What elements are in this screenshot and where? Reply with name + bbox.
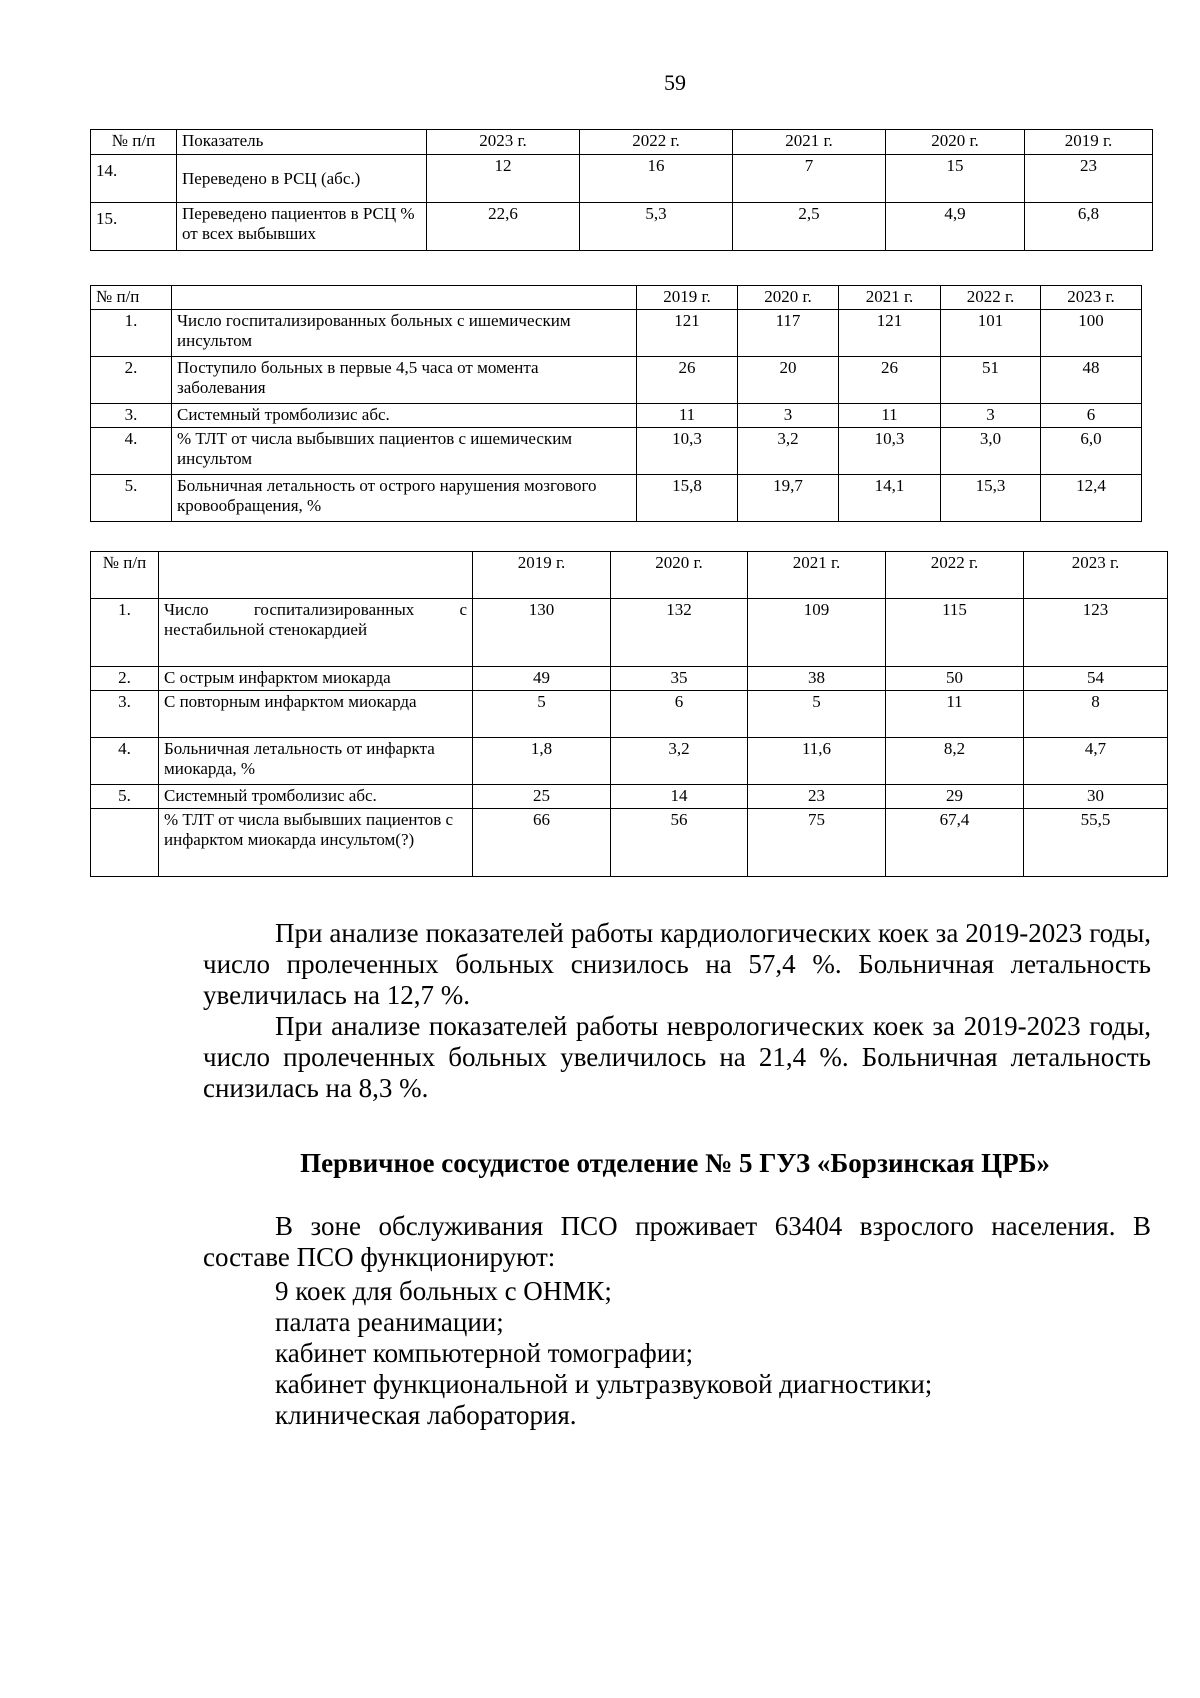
table-cell: 5 (473, 691, 611, 738)
row-number: 5. (91, 785, 159, 809)
table-cell: 19,7 (738, 475, 839, 522)
row-label: % ТЛТ от числа выбывших пациентов с инфарктом миокарда инсультом(?) (159, 809, 473, 877)
header-cell: № п/п (91, 552, 159, 599)
header-cell: 2023 г. (427, 130, 580, 155)
table-row (91, 475, 1142, 522)
header-cell (172, 286, 637, 310)
table-row (91, 203, 1153, 251)
table-cell: 7 (733, 155, 886, 203)
paragraph-intro: В зоне обслуживания ПСО проживает 63404 взрослого населения. В составе ПСО функционируют: (203, 1211, 1151, 1272)
table-cell: 3 (738, 404, 839, 428)
table-cell: 132 (611, 599, 748, 667)
table-cell: 1,8 (473, 738, 611, 785)
header-cell: 2019 г. (637, 286, 738, 310)
table-cell: 26 (839, 357, 941, 404)
table-cell: 8 (1024, 691, 1168, 738)
table-header-row (91, 552, 1168, 599)
row-label: Переведено в РСЦ (абс.) (177, 155, 427, 203)
table-row (91, 691, 1168, 738)
table-cell: 4,9 (886, 203, 1025, 251)
table-row (91, 310, 1142, 357)
table-stroke-indicators (90, 285, 1142, 522)
table-cell: 29 (886, 785, 1024, 809)
table-transfers-rsc (90, 129, 1153, 251)
table-cell: 10,3 (839, 428, 941, 475)
table-row (91, 809, 1168, 877)
facilities-list (275, 1276, 932, 1431)
row-number: 5. (91, 475, 172, 522)
list-item: клиническая лаборатория. (275, 1400, 577, 1430)
header-cell: 2023 г. (1041, 286, 1142, 310)
row-label: С повторным инфарктом миокарда (159, 691, 473, 738)
table-row (91, 404, 1142, 428)
table-cell: 11 (839, 404, 941, 428)
row-number: 2. (91, 357, 172, 404)
row-number: 1. (91, 599, 159, 667)
table-cell: 15,8 (637, 475, 738, 522)
table-cell: 6 (611, 691, 748, 738)
table-cell: 109 (748, 599, 886, 667)
header-cell: 2022 г. (941, 286, 1041, 310)
header-cell: 2021 г. (839, 286, 941, 310)
row-label: Число госпитализированных с нестабильной стенокардией (159, 599, 473, 667)
table-cell: 48 (1041, 357, 1142, 404)
header-cell: 2023 г. (1024, 552, 1168, 599)
table-cell: 6 (1041, 404, 1142, 428)
table-cell: 67,4 (886, 809, 1024, 877)
table-cell: 55,5 (1024, 809, 1168, 877)
table-cell: 3,2 (738, 428, 839, 475)
header-cell: 2022 г. (580, 130, 733, 155)
table-cell: 66 (473, 809, 611, 877)
row-label: С острым инфарктом миокарда (159, 667, 473, 691)
row-number: 4. (91, 738, 159, 785)
table-cell: 121 (637, 310, 738, 357)
table-cell: 15 (886, 155, 1025, 203)
table-row (91, 667, 1168, 691)
row-number: 2. (91, 667, 159, 691)
header-cell: 2020 г. (886, 130, 1025, 155)
table-cell: 121 (839, 310, 941, 357)
table-cell: 100 (1041, 310, 1142, 357)
table-cell: 117 (738, 310, 839, 357)
header-cell: 2021 г. (748, 552, 886, 599)
table-row (91, 155, 1153, 203)
table-cell: 20 (738, 357, 839, 404)
row-label: Поступило больных в первые 4,5 часа от момента заболевания (172, 357, 637, 404)
table-cell: 22,6 (427, 203, 580, 251)
header-cell: Показатель (177, 130, 427, 155)
table-cell: 56 (611, 809, 748, 877)
table-cell: 14 (611, 785, 748, 809)
header-cell (159, 552, 473, 599)
table-row (91, 785, 1168, 809)
paragraph-neurology: При анализе показателей работы неврологических коек за 2019-2023 годы, число пролеченных больных увеличилось на 21,4 %. Больничная летальность снизилась на 8,3 %. (203, 1011, 1151, 1103)
table-cell: 8,2 (886, 738, 1024, 785)
table-cell: 23 (748, 785, 886, 809)
table-cell: 4,7 (1024, 738, 1168, 785)
table-cell: 30 (1024, 785, 1168, 809)
table-cell: 3 (941, 404, 1041, 428)
table-cell: 15,3 (941, 475, 1041, 522)
table-cell: 3,2 (611, 738, 748, 785)
row-number: 4. (91, 428, 172, 475)
table-cell: 23 (1025, 155, 1153, 203)
table-cell: 54 (1024, 667, 1168, 691)
table-cell: 115 (886, 599, 1024, 667)
row-number: 3. (91, 691, 159, 738)
table-cell: 12 (427, 155, 580, 203)
row-label: Больничная летальность от острого нарушения мозгового кровообращения, % (172, 475, 637, 522)
table-header-row (91, 130, 1153, 155)
table-cell: 130 (473, 599, 611, 667)
row-label: Системный тромболизис абс. (172, 404, 637, 428)
table-cell: 51 (941, 357, 1041, 404)
row-number: 1. (91, 310, 172, 357)
table-cell: 5,3 (580, 203, 733, 251)
table-cell: 49 (473, 667, 611, 691)
table-header-row (91, 286, 1142, 310)
row-number (91, 809, 159, 877)
table-cell: 11 (637, 404, 738, 428)
row-number: 15. (91, 203, 177, 251)
header-cell: 2020 г. (738, 286, 839, 310)
header-cell: 2019 г. (1025, 130, 1153, 155)
table-cell: 2,5 (733, 203, 886, 251)
table-cell: 38 (748, 667, 886, 691)
table-row (91, 738, 1168, 785)
table-cell: 16 (580, 155, 733, 203)
table-cardiac-indicators (90, 551, 1168, 877)
section-heading: Первичное сосудистое отделение № 5 ГУЗ «Борзинская ЦРБ» (300, 1148, 1050, 1178)
list-item: кабинет функциональной и ультразвуковой диагностики; (275, 1369, 933, 1399)
row-number: 14. (91, 155, 177, 203)
table-cell: 11,6 (748, 738, 886, 785)
table-cell: 101 (941, 310, 1041, 357)
row-label: % ТЛТ от числа выбывших пациентов с ишемическим инсультом (172, 428, 637, 475)
table-cell: 11 (886, 691, 1024, 738)
table-cell: 6,0 (1041, 428, 1142, 475)
header-cell: № п/п (91, 130, 177, 155)
table-cell: 25 (473, 785, 611, 809)
table-cell: 123 (1024, 599, 1168, 667)
list-item: палата реанимации; (275, 1307, 504, 1337)
header-cell: № п/п (91, 286, 172, 310)
table-cell: 50 (886, 667, 1024, 691)
header-cell: 2021 г. (733, 130, 886, 155)
row-number: 3. (91, 404, 172, 428)
row-label: Число госпитализированных больных с ишемическим инсультом (172, 310, 637, 357)
table-cell: 35 (611, 667, 748, 691)
table-cell: 26 (637, 357, 738, 404)
row-label: Системный тромболизис абс. (159, 785, 473, 809)
table-row (91, 428, 1142, 475)
header-cell: 2022 г. (886, 552, 1024, 599)
row-label: Переведено пациентов в РСЦ % от всех выбывших (177, 203, 427, 251)
table-cell: 5 (748, 691, 886, 738)
table-row (91, 357, 1142, 404)
list-item: кабинет компьютерной томографии; (275, 1338, 694, 1368)
table-cell: 14,1 (839, 475, 941, 522)
table-row (91, 599, 1168, 667)
header-cell: 2020 г. (611, 552, 748, 599)
table-cell: 6,8 (1025, 203, 1153, 251)
header-cell: 2019 г. (473, 552, 611, 599)
table-cell: 3,0 (941, 428, 1041, 475)
table-cell: 75 (748, 809, 886, 877)
list-item: 9 коек для больных с ОНМК; (275, 1276, 612, 1306)
page-number: 59 (664, 70, 686, 95)
table-cell: 12,4 (1041, 475, 1142, 522)
row-label: Больничная летальность от инфаркта миокарда, % (159, 738, 473, 785)
table-cell: 10,3 (637, 428, 738, 475)
paragraph-cardiology: При анализе показателей работы кардиологических коек за 2019-2023 годы, число пролеченных больных снизилось на 57,4 %. Больничная летальность увеличилась на 12,7 %. (203, 918, 1151, 1010)
